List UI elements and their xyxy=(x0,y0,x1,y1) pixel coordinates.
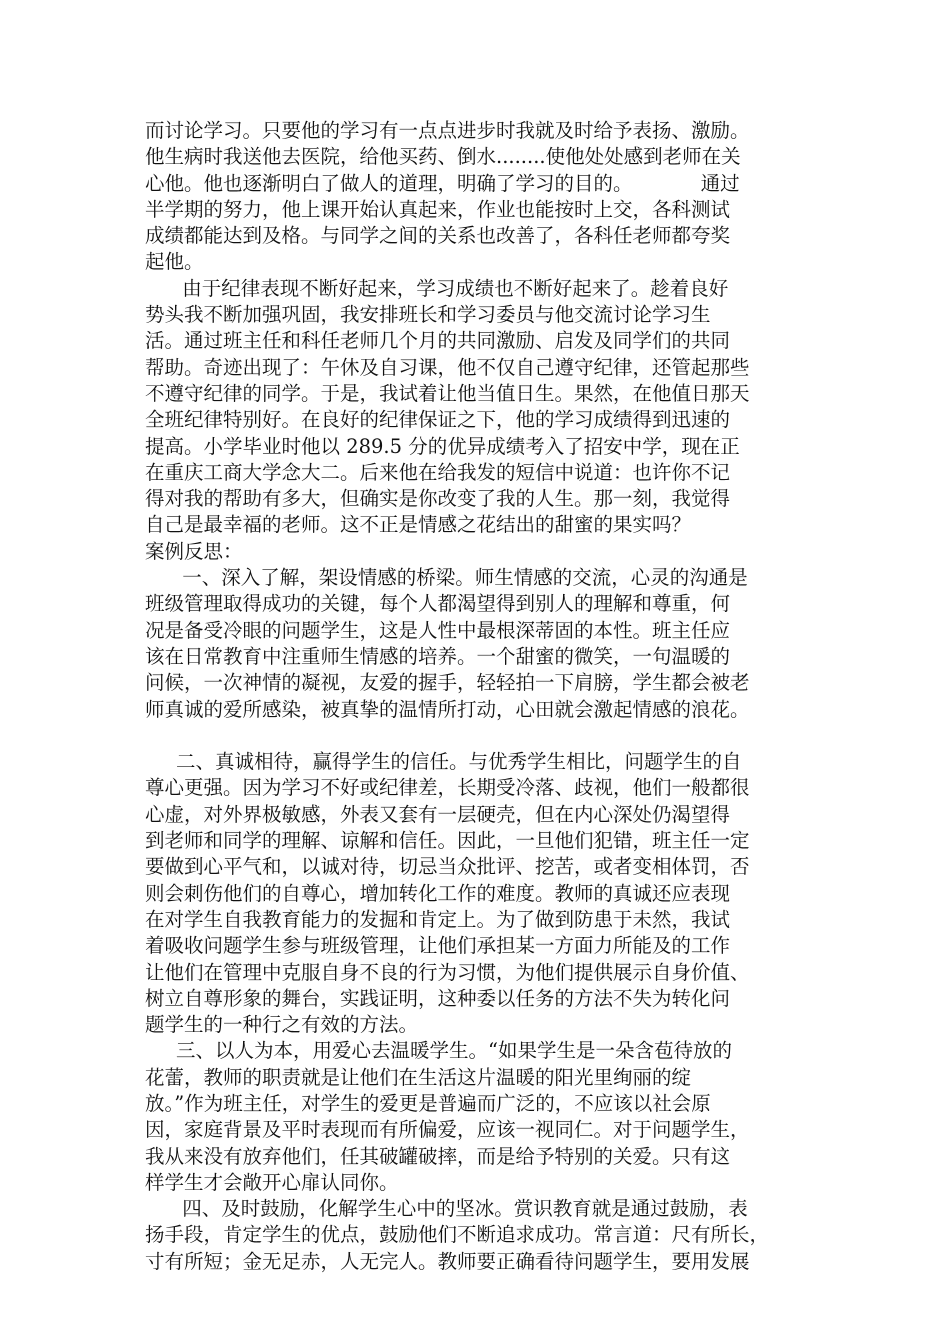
text-line: 班级管理取得成功的关键，每个人都渴望得到别人的理解和尊重，何 xyxy=(145,592,731,616)
text-line: 帮助。奇迹出现了：午休及自习课，他不仅自己遵守纪律，还管起那些 xyxy=(145,355,750,379)
text-line: 四、及时鼓励，化解学生心中的坚冰。赏识教育就是通过鼓励，表 xyxy=(145,1197,748,1221)
document-body xyxy=(145,118,835,1275)
text-line: 树立自尊形象的舞台，实践证明，这种委以任务的方法不失为转化问 xyxy=(145,986,731,1010)
blank-line xyxy=(145,723,835,749)
text-line: 寸有所短；金无足赤，人无完人。教师要正确看待问题学生，要用发展 xyxy=(145,1249,750,1273)
text-line: 心他。他也逐渐明白了做人的道理，明确了学习的目的。 通过 xyxy=(145,171,740,195)
text-line: 起他。 xyxy=(145,250,204,274)
text-line: 扬手段，肯定学生的优点，鼓励他们不断追求成功。常言道：尺有所长， xyxy=(145,1223,770,1247)
text-line: 成绩都能达到及格。与同学之间的关系也改善了，各科任老师都夸奖 xyxy=(145,224,731,248)
text-line: 三、以人为本，用爱心去温暖学生。“如果学生是一朵含苞待放的 xyxy=(145,1039,732,1063)
text-line: 一、深入了解，架设情感的桥梁。师生情感的交流，心灵的沟通是 xyxy=(145,566,748,590)
text-line: 得对我的帮助有多大，但确实是你改变了我的人生。那一刻，我觉得 xyxy=(145,487,731,511)
text-line: 心虚，对外界极敏感，外表又套有一层硬壳，但在内心深处仍渴望得 xyxy=(145,802,731,826)
text-line: 自己是最幸福的老师。这不正是情感之花结出的甜蜜的果实吗？ xyxy=(145,513,692,537)
text-line: 到老师和同学的理解、谅解和信任。因此，一旦他们犯错，班主任一定 xyxy=(145,829,750,853)
text-line: 样学生才会敞开心扉认同你。 xyxy=(145,1170,399,1194)
text-line: 二、真诚相待，赢得学生的信任。与优秀学生相比，问题学生的自 xyxy=(145,750,742,774)
text-line: 着吸收问题学生参与班级管理，让他们承担某一方面力所能及的工作 xyxy=(145,934,731,958)
text-line: 在重庆工商大学念大二。后来他在给我发的短信中说道：也许你不记 xyxy=(145,460,731,484)
text-line: 势头我不断加强巩固，我安排班长和学习委员与他交流讨论学习生 xyxy=(145,303,711,327)
text-line: 因，家庭背景及平时表现而有所偏爱，应该一视同仁。对于问题学生， xyxy=(145,1118,750,1142)
text-line: 提高。小学毕业时他以 289.5 分的优异成绩考入了招安中学，现在正 xyxy=(145,434,740,458)
text-line: 该在日常教育中注重师生情感的培养。一个甜蜜的微笑，一句温暖的 xyxy=(145,644,731,668)
section-heading: 案例反思： xyxy=(145,539,243,563)
text-line: 要做到心平气和，以诚对待，切忌当众批评、挖苦，或者变相体罚，否 xyxy=(145,855,750,879)
text-line: 放。”作为班主任，对学生的爱更是普遍而广泛的，不应该以社会原 xyxy=(145,1091,711,1115)
text-line: 花蕾，教师的职责就是让他们在生活这片温暖的阳光里绚丽的绽 xyxy=(145,1065,692,1089)
text-line: 让他们在管理中克服自身不良的行为习惯，为他们提供展示自身价值、 xyxy=(145,960,750,984)
text-line: 况是备受冷眼的问题学生，这是人性中最根深蒂固的本性。班主任应 xyxy=(145,618,731,642)
text-line: 他生病时我送他去医院，给他买药、倒水........使他处处感到老师在关 xyxy=(145,145,741,169)
text-line: 在对学生自我教育能力的发掘和肯定上。为了做到防患于未然，我试 xyxy=(145,907,731,931)
text-line: 尊心更强。因为学习不好或纪律差，长期受冷落、歧视，他们一般都很 xyxy=(145,776,750,800)
text-line: 半学期的努力，他上课开始认真起来，作业也能按时上交，各科测试 xyxy=(145,197,731,221)
text-line: 而讨论学习。只要他的学习有一点点进步时我就及时给予表扬、激励。 xyxy=(145,119,750,142)
text-line: 由于纪律表现不断好起来，学习成绩也不断好起来了。趁着良好 xyxy=(145,276,729,300)
text-line: 则会刺伤他们的自尊心，增加转化工作的难度。教师的真诚还应表现 xyxy=(145,881,731,905)
text-line: 师真诚的爱所感染，被真挚的温情所打动，心田就会激起情感的浪花。 xyxy=(145,697,750,721)
text-line: 不遵守纪律的同学。于是，我试着让他当值日生。果然，在他值日那天 xyxy=(145,381,750,405)
text-line: 全班纪律特别好。在良好的纪律保证之下，他的学习成绩得到迅速的 xyxy=(145,408,731,432)
text-line: 问候，一次神情的凝视，友爱的握手，轻轻拍一下肩膀，学生都会被老 xyxy=(145,671,750,695)
text-line: 题学生的一种行之有效的方法。 xyxy=(145,1013,419,1037)
text-line: 我从来没有放弃他们，任其破罐破摔，而是给予特别的关爱。只有这 xyxy=(145,1144,731,1168)
text-line: 活。通过班主任和科任老师几个月的共同激励、启发及同学们的共同 xyxy=(145,329,731,353)
